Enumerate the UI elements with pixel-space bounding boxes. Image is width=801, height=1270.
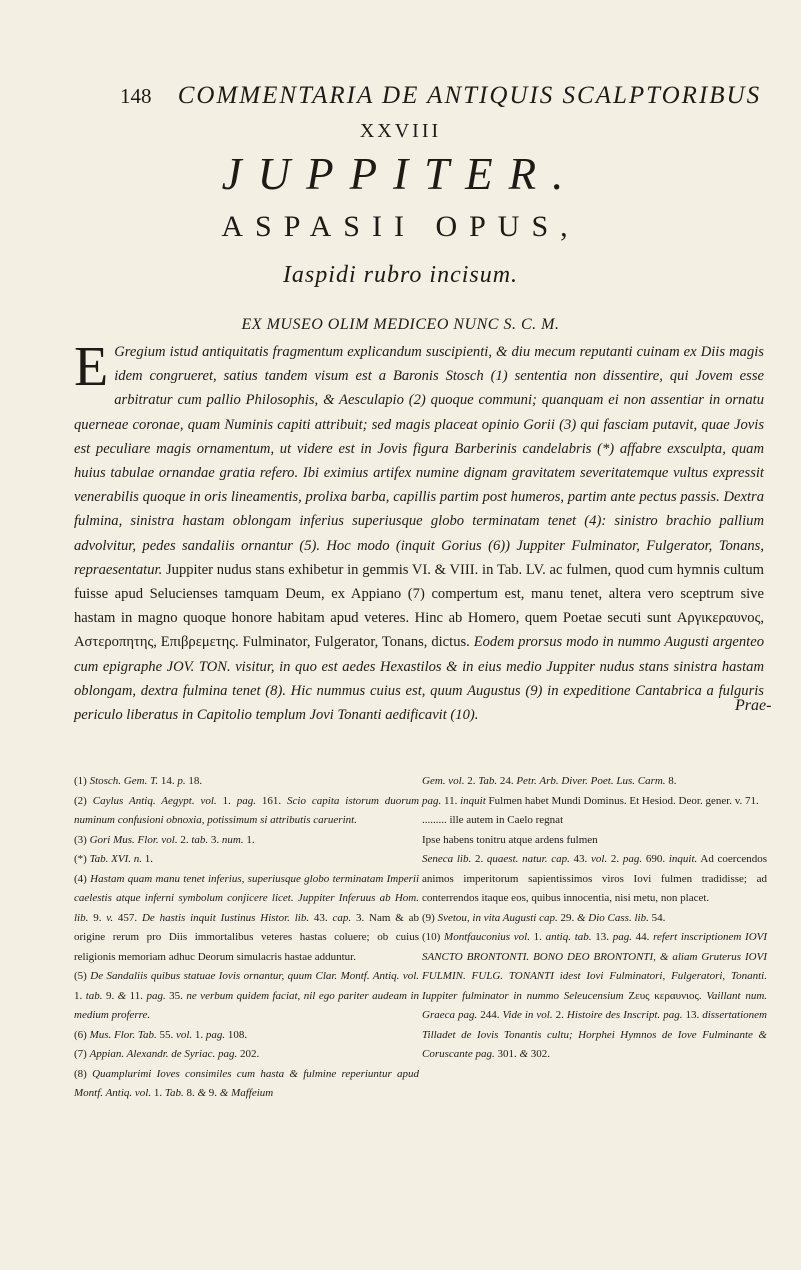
- footnote: [74, 1026, 419, 1046]
- chapter-title: JUPPITER.: [221, 149, 580, 199]
- footnote-text-run: tab.: [85, 989, 103, 1002]
- footnote-text-run: 3.: [208, 833, 222, 846]
- footnote-text-run: 1.: [151, 1087, 165, 1099]
- footnote: [422, 909, 767, 929]
- footnote-text-run: & Maffeium: [219, 1087, 274, 1099]
- footnote-text-run: 55.: [156, 1028, 176, 1041]
- footnote-text-run: Svetou, in vita Augusti cap.: [437, 911, 558, 924]
- footnote-text-run: Scio capita istorum duorum numinum confusioni obnoxia, potissimum si attributis caruerint.: [74, 794, 420, 826]
- footnote-text-run: Montfauconius vol.: [444, 931, 530, 943]
- footnote-text-run: 2.: [471, 853, 487, 865]
- footnote-text-run: (2): [74, 794, 93, 807]
- footnote: [74, 1065, 419, 1104]
- footnote-text-run: Hastam quam manu tenet inferius, superiusque globo terminatam Imperii caelestis atque inferni symbolum conjicere licet. Juppiter Inferuus ab Hom. lib.: [74, 872, 419, 924]
- footnote-text-run: 9.: [88, 911, 107, 924]
- drop-cap: E: [74, 336, 109, 398]
- footnote-text-run: (10): [422, 931, 445, 943]
- footnote-text-run: Petr. Arb. Diver. Poet. Lus. Carm.: [516, 775, 666, 787]
- footnote-text-run: 1.: [142, 853, 154, 865]
- footnote-text-run: 11.: [126, 989, 147, 1002]
- footnote-text-run: inquit: [460, 794, 486, 807]
- footnote-text-run: pag.: [205, 1028, 226, 1041]
- footnote-text-run: 457.: [113, 911, 142, 924]
- footnote-text-run: dissertationem Tilladet de Iovis Tonantis cultu; Horphei Hymnos de Iove Fulminante & Coruscante pag.: [422, 1009, 767, 1060]
- footnote-text-run: 35.: [165, 989, 187, 1002]
- footnote-text-run: 24.: [497, 775, 517, 787]
- footnote-text-run: inquit.: [668, 853, 698, 865]
- footnote-text-run: 244.: [477, 1009, 503, 1021]
- footnote-text-run: 54.: [648, 911, 666, 924]
- footnote: [422, 772, 767, 792]
- catchword: Prae-: [735, 697, 772, 714]
- footnote-text-run: 13.: [591, 931, 613, 943]
- footnote-text-run: Gem. vol.: [422, 775, 465, 787]
- footnote-text-run: pag.: [612, 931, 632, 943]
- footnote-text-run: 108.: [225, 1028, 248, 1041]
- footnote-text-run: (*): [74, 853, 90, 865]
- footnote-text-run: num.: [221, 833, 244, 846]
- footnote-text-run: ne verbum quidem faciat, nil ego pariter audeam in medium proferre.: [74, 989, 419, 1021]
- footnote-text-run: Mus. Flor. Tab.: [89, 1028, 157, 1041]
- footnote-text-run: &: [197, 1087, 207, 1099]
- footnote-text-run: Seneca lib.: [422, 853, 472, 865]
- footnote-text-run: pag.: [622, 853, 643, 865]
- footnote-text-run: (3): [74, 833, 90, 846]
- footnote-text-run: Caylus Antiq. Aegypt. vol.: [92, 794, 217, 807]
- footnote-text-run: 29.: [557, 911, 577, 924]
- footnote-text-run: 1.: [74, 989, 86, 1002]
- footnote-text-run: (6): [74, 1028, 90, 1041]
- body-text-run: Gregium istud antiquitatis fragmentum explicandum suscipienti, & diu mecum reputanti cuinam ex Diis magis idem congrueret, satius tandem visum est a Baronis Stosch (1) sententia non dissentire, qui Jovem esse arbitratur cum pallio Philosophis, & Aesculapio (2) quoque communi; quanquam ei non assentiar in ornatu querneae coronae, quam Numinis capiti attribuit; sed magis placeat opinio Gorii (3) qui fasciam putavit, quae Jovis est peculiare magis ornamentum, ut videre est in Jovis figura Barberinis candelabris (*) affabre exsculpta, quam huius tabulae ornandae gratia refero. Ibi eximius artifex numine dignam gravitatem severitatemque vultus expressit venerabilis quoque in oris lineamentis, prolixa barba, capillis partim post humeros, partim ante pectus passis. Dextra fulmina, sinistra hastam oblongam inferius superiusque globo terminatam tenet (4): sinistro brachio pallium advolvitur, pedes sandaliis ornantur (5). Hoc modo (inquit Gorius (6)) Juppiter Fulminator, Fulgerator, Tonans, repraesentatur.: [74, 344, 764, 578]
- footnote: [422, 850, 767, 909]
- footnote: [74, 772, 419, 792]
- provenance-line: EX MUSEO OLIM MEDICEO NUNC S. C. M.: [241, 316, 560, 333]
- footnote-text-run: Vide in vol.: [502, 1009, 553, 1021]
- footnote-text-run: 43.: [309, 911, 333, 924]
- footnote-text-run: 161.: [255, 794, 288, 807]
- chapter-numeral: XXVIII: [359, 120, 442, 142]
- footnotes-right-column: [422, 772, 767, 1065]
- chapter-subtitle: ASPASII OPUS,: [221, 210, 580, 243]
- footnote-text-run: (9): [422, 911, 438, 924]
- footnote-text-run: 302.: [528, 1048, 551, 1060]
- running-title: COMMENTARIA DE ANTIQUIS SCALPTORIBUS: [177, 82, 762, 109]
- footnote-text-run: De hastis inquit Iustinus Histor. lib.: [141, 911, 310, 924]
- footnote-text-run: Appian. Alexandr. de Syriac. pag.: [89, 1048, 238, 1060]
- footnote-text-run: &: [519, 1048, 529, 1060]
- footnote: [74, 967, 419, 1026]
- footnote-text-run: 202.: [237, 1048, 260, 1060]
- gem-material: Iaspidi rubro incisum.: [282, 262, 519, 288]
- footnote-text-run: Tab.: [478, 775, 498, 787]
- footnote-text-run: Tab. XVI. n.: [89, 853, 143, 865]
- footnote-text-run: Fulmen habet Mundi Dominus. Et Hesiod. Deor. gener. v. 71.: [485, 794, 759, 807]
- footnote-text-run: (4): [74, 872, 91, 885]
- footnote-text-run: Ζευς κεραυνιος.: [623, 989, 707, 1002]
- footnote-text-run: pag.: [146, 989, 166, 1002]
- body-text-run: Juppiter nudus stans exhibetur in gemmis VI. & VIII. in Tab. LV. ac fulmen, quod cum hymnis cultum fuisse apud Selucienses tamquam Deum, ex Appiano (7) compertum est, manu tenet, altera vero sceptrum sive hastam in magno quoque honore habitam apud veteres. Hinc ab Homero, quem Poetae secuti sunt Αργικεραυνος, Αστεροπητης, Επιβρεμετης. Fulminator, Fulgerator, Tonans, dictus.: [74, 561, 764, 651]
- footnote-text-run: (5): [74, 970, 91, 982]
- footnote-text-run: 11.: [441, 794, 461, 807]
- footnote-text-run: 1.: [216, 794, 237, 807]
- footnote: [422, 792, 767, 812]
- footnote-text-run: v.: [106, 911, 114, 924]
- footnote-text-run: 8.: [665, 775, 677, 787]
- footnote-text-run: &: [117, 989, 127, 1002]
- footnotes-left-column: [74, 772, 419, 1104]
- footnote-text-run: vol.: [175, 1028, 193, 1041]
- footnote-text-run: 1.: [192, 1028, 206, 1041]
- footnote: [422, 831, 767, 851]
- footnote-text-run: quaest. natur. cap.: [486, 853, 570, 865]
- footnote-text-run: Ad coercendos animos imperitorum sapientissimos viros Iovi fulmen tradidisse; ad conterrendos itaque eos, quibus innocentia, nisi metu, non placet.: [422, 853, 768, 904]
- footnote-text-run: refert inscriptionem IOVI SANCTO BRONTONTI. BONO DEO BRONTONTI, & aliam Gruterus IOVI FULMIN. FULG. TONANTI idest Iovi Fulminatori, Fulgeratori, Tonanti. Iuppiter fulminator in nummo Seleucensium: [422, 931, 768, 1002]
- footnote-text-run: 8.: [183, 1087, 198, 1099]
- footnote: [74, 1045, 419, 1065]
- footnote-text-run: 1.: [243, 833, 255, 846]
- page-number: 148: [120, 84, 152, 108]
- footnote-text-run: Histoire des Inscript. pag.: [566, 1009, 683, 1021]
- footnote-text-run: 43.: [569, 853, 592, 865]
- footnote-text-run: Tab.: [164, 1087, 184, 1099]
- footnote-text-run: p.: [177, 775, 186, 787]
- footnote-text-run: (7): [74, 1048, 90, 1060]
- footnote-text-run: cap.: [332, 911, 352, 924]
- footnote-text-run: 44.: [631, 931, 654, 943]
- footnote-text-run: 301.: [494, 1048, 520, 1060]
- footnote-text-run: (8): [74, 1067, 93, 1080]
- running-head: [120, 82, 760, 110]
- footnote-text-run: Ipse habens tonitru atque ardens fulmen: [422, 833, 598, 846]
- footnote: [74, 831, 419, 851]
- footnote-text-run: 2.: [177, 833, 192, 846]
- footnote: [74, 850, 419, 870]
- footnote-text-run: (1): [74, 775, 90, 787]
- footnote-text-run: pag.: [236, 794, 256, 807]
- footnote-text-run: tab.: [191, 833, 209, 846]
- body-paragraph: [74, 336, 764, 727]
- footnote: [422, 928, 767, 1065]
- footnote-text-run: 9.: [206, 1087, 220, 1099]
- footnote-text-run: antiq. tab.: [545, 931, 592, 943]
- footnote-text-run: Stosch. Gem. T.: [89, 775, 159, 787]
- footnote-text-run: 9.: [102, 989, 118, 1002]
- footnote-text-run: Vaillant num. Graeca pag.: [422, 989, 768, 1021]
- footnote-text-run: 3. Nam & ab origine rerum pro Diis immortalibus veteres hastas coluere; ob cuius religionis memoriam adhuc Deorum simulacris hastae adduntur.: [74, 911, 419, 963]
- footnote-text-run: & Dio Cass. lib.: [577, 911, 649, 924]
- footnote-text-run: 2.: [464, 775, 479, 787]
- footnote: [74, 792, 419, 831]
- footnote-text-run: 18.: [185, 775, 203, 787]
- footnote-text-run: 14.: [158, 775, 178, 787]
- footnote-text-run: 2.: [607, 853, 623, 865]
- footnote-text-run: ......... ille autem in Caelo regnat: [422, 814, 564, 826]
- footnote-text-run: Gori Mus. Flor. vol.: [89, 833, 178, 846]
- footnote: [422, 811, 767, 831]
- footnote-text-run: vol.: [591, 853, 608, 865]
- footnote-text-run: 2.: [552, 1009, 567, 1021]
- body-text-run: Eodem prorsus modo in nummo Augusti argenteo cum epigraphe JOV. TON. visitur, in quo est aedes Hexastilos & in eius medio Juppiter nudus stans sinistra hastam oblongam, dextra fulmina tenet (8). Hic nummus cuius est, quum Augustus (9) in expeditione Cantabrica a fulguris periculo liberatus in Capitolio templum Jovi Tonanti aedificavit (10).: [74, 634, 764, 724]
- footnote-text-run: 690.: [642, 853, 669, 865]
- footnote: [74, 870, 419, 968]
- footnote-text-run: pag.: [422, 794, 442, 807]
- footnote-text-run: 13.: [682, 1009, 703, 1021]
- footnote-text-run: De Sandaliis quibus statuae Iovis ornantur, quum Clar. Montf. Antiq. vol.: [90, 970, 420, 982]
- footnote-text-run: 1.: [529, 931, 546, 943]
- footnote-text-run: Quamplurimi Ioves consimiles cum hasta & fulmine reperiuntur apud Montf. Antiq. vol.: [74, 1067, 420, 1099]
